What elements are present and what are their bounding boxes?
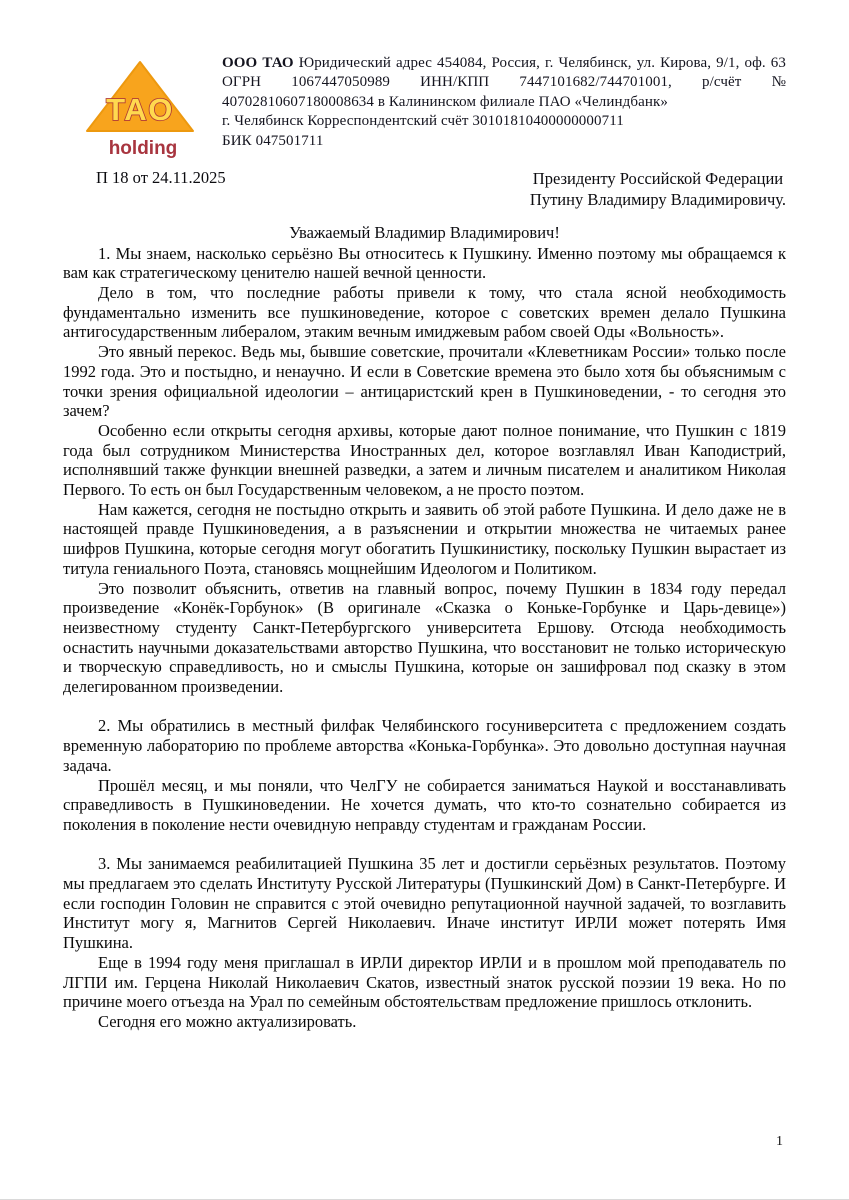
body-paragraph-11: Сегодня его можно актуализировать. bbox=[98, 1011, 357, 1031]
letterhead-corr-account-line: г. Челябинск Корреспондентский счёт 30101810400000000711 bbox=[222, 113, 624, 130]
page-number: 1 bbox=[776, 1134, 783, 1149]
body-paragraph-6: Это позволит объяснить, ответив на главный вопрос, почему Пушкин в 1834 году передал произведение «Конёк-Горбунок» (В оригинале «Сказка о Коньке-Горбунке и Царь-девице») неизвестному студенту Санкт-Петербургского университета Ершову. Отсюда необходимость оснастить научными доказательствами авторство Пушкина, что восстановит не только историческую и творческую справедливость, но и смыслы Пушкина, которые он зашифровал под сказку в этом делегированном произведении. bbox=[63, 578, 786, 697]
letterhead-address-line bbox=[222, 54, 786, 73]
company-logo bbox=[63, 54, 222, 165]
body-paragraph-3: Это явный перекос. Ведь мы, бывшие советские, прочитали «Клеветникам России» только после 1992 года. Это и постыдно, и ненаучно. И если в Советские времена это было хотя бы объяснимым с точки зрения официальной идеологии – антицаристский крен в Пушкиноведении, - то сегодня это зачем? bbox=[63, 342, 786, 421]
logo-tao-text: TAO bbox=[106, 92, 174, 127]
tao-logo-icon bbox=[81, 58, 199, 160]
reference-row bbox=[63, 168, 786, 210]
addressee-name: Путину Владимиру Владимировичу. bbox=[529, 190, 786, 209]
body-paragraph-5: Нам кажется, сегодня не постыдно открыть и заявить об этой работе Пушкина. И дело даже не в настоящей правде Пушкиноведения, а в разъяснении и открытии множества не читаемых ранее шифров Пушкина, которые сегодня могут обогатить Пушкинистику, поскольку Пушкин вырастает из титула гениального Поэта, становясь мощнейшим Идеологом и Политиком. bbox=[63, 499, 786, 578]
letterhead-ogrn-inn-line: ОГРН 1067447050989 ИНН/КПП 7447101682/744701001, р/счёт № bbox=[222, 74, 786, 91]
letterhead bbox=[63, 54, 786, 165]
outgoing-number-date: П 18 от 24.11.2025 bbox=[96, 168, 226, 187]
body-paragraph-10: Еще в 1994 году меня приглашал в ИРЛИ директор ИРЛИ и в прошлом мой преподаватель по ЛГПИ им. Герцена Николай Николаевич Скатов, известный знаток русской поэзии 19 века. Но по причине моего отъезда на Урал по семейным обстоятельствам предложение пришлось отклонить. bbox=[63, 952, 786, 1012]
body-paragraph-8: Прошёл месяц, и мы поняли, что ЧелГУ не собирается заниматься Наукой и восстанавливать справедливость в Пушкиноведении. Не хочется думать, что кто-то сознательно собирается из поколения в поколение нести очевидную неправду студентам и гражданам России. bbox=[63, 775, 786, 834]
letterhead-bik-line: БИК 047501711 bbox=[222, 132, 324, 149]
body-paragraph-2: Дело в том, что последние работы привели к тому, что стала ясной необходимость фундаментально изменить все пушкиноведение, которое с советских времен делало Пушкина антигосударственным либералом, этаким вечным имиджевым рабом своей Оды «Вольность». bbox=[63, 283, 786, 342]
company-name: ООО ТАО bbox=[222, 55, 294, 71]
logo-holding-text: holding bbox=[108, 138, 178, 159]
paragraph-spacer bbox=[63, 697, 786, 717]
letterhead-account-line: 40702810607180008634 в Калининском филиале ПАО «Челиндбанк» bbox=[222, 93, 668, 110]
paragraph-spacer bbox=[63, 835, 786, 855]
letterhead-details bbox=[222, 54, 786, 151]
body-paragraph-7: 2. Мы обратились в местный филфак Челябинского госуниверситета с предложением создать временную лабораторию по проблеме авторства «Конька-Горбунка». Это довольно доступная научная задача. bbox=[63, 716, 786, 775]
letter-body bbox=[63, 244, 786, 1032]
salutation: Уважаемый Владимир Владимирович! bbox=[289, 223, 560, 242]
body-paragraph-9: 3. Мы занимаемся реабилитацией Пушкина 35 лет и достигли серьёзных результатов. Поэтому мы предлагаем это сделать Институту Русской Литературы (Пушкинский Дом) в Санкт-Петербурге. И если господин Головин не справится с этой очевидно репутационной научной задачей, то возглавить Институт могу я, Магнитов Сергей Николаевич. Иначе институт ИРЛИ может потерять Имя Пушкина. bbox=[63, 854, 786, 953]
body-paragraph-1: 1. Мы знаем, насколько серьёзно Вы относитесь к Пушкину. Именно поэтому мы обращаемся к вам как стратегическому ценителю нашей вечной ценности. bbox=[63, 243, 786, 283]
addressee-title: Президенту Российской Федерации bbox=[532, 169, 784, 188]
legal-address: Юридический адрес 454084, Россия, г. Челябинск, ул. Кирова, 9/1, оф. 63 bbox=[298, 55, 786, 71]
addressee-block bbox=[530, 168, 786, 210]
body-paragraph-4: Особенно если открыты сегодня архивы, которые дают полное понимание, что Пушкин с 1819 года был сотрудником Министерства Иностранных дел, которое возглавлял Иван Каподистрий, исполнявший также функции внешней разведки, а затем и личным писателем и аналитиком Николая Первого. То есть он был Государственным человеком, а не просто поэтом. bbox=[63, 420, 786, 500]
